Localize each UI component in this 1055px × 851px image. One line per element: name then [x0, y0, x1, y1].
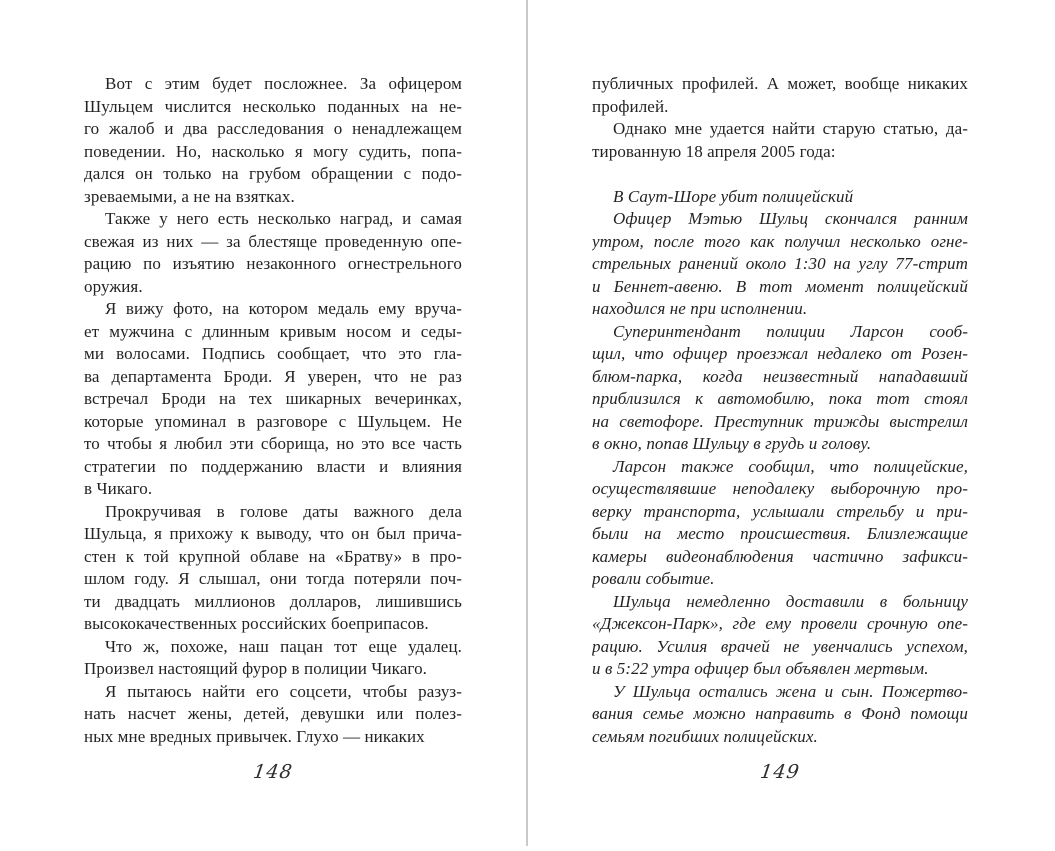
text-line: «Джексон-Парк», где ему провели срочную опе-: [592, 614, 968, 633]
text-line: нать насчет жены, детей, девушки или полез-: [84, 704, 462, 723]
page-number-left: 148: [251, 761, 295, 783]
text-line: и Беннет-авеню. В тот момент полицейский: [592, 276, 968, 296]
narrative-paragraph: [84, 208, 462, 298]
narrative-paragraph: [84, 73, 462, 208]
narrative-paragraph: [84, 636, 462, 681]
text-line: ми волосами. Подпись сообщает, что это гла-: [84, 344, 462, 363]
text-line: семьям погибших полицейских.: [592, 726, 818, 746]
narrative-paragraph: [84, 298, 462, 501]
text-line: ровали событие.: [592, 569, 715, 588]
text-line: ет мужчина с длинным кривым носом и седы-: [84, 321, 462, 341]
text-line: Суперинтендант полиции Ларсон сооб-: [613, 321, 968, 341]
text-line: приблизился к автомобилю, пока тот стоял: [592, 389, 968, 408]
text-line: стратегии по поддержанию власти и влияния: [84, 456, 462, 476]
text-line: поведении. Но, насколько я могу судить, попа-: [84, 141, 462, 161]
text-line: стен к той крупной облаве на «Братву» в про-: [84, 546, 462, 566]
page-divider: [526, 0, 528, 846]
text-line: находился не при исполнении.: [592, 299, 808, 318]
text-line: то чтобы я любил эти сборища, но это все часть: [84, 434, 462, 453]
narrative-paragraph: [592, 73, 968, 118]
text-line: Шульца, я прихожу к выводу, что он был прича-: [84, 524, 462, 543]
text-line: Также у него есть несколько наград, и самая: [105, 209, 462, 228]
narrative-paragraph: [592, 118, 968, 163]
article-paragraph: [592, 681, 968, 749]
text-line: которые упоминал в разговоре с Шульцем. Не: [84, 411, 462, 431]
text-line: оружия.: [84, 276, 143, 296]
page-left-text: [84, 73, 462, 748]
text-line: вания семье можно направить в Фонд помощи: [592, 704, 968, 723]
text-line: утром, после того как получил несколько огне-: [592, 231, 968, 251]
text-line: шлом году. Я слышал, они тогда потеряли поч-: [84, 569, 462, 588]
text-line: В Саут-Шоре убит полицейский: [613, 186, 854, 206]
text-line: и в 5:22 утра офицер был объявлен мертвым.: [592, 659, 929, 678]
text-line: высококачественных российских боеприпасов.: [84, 614, 429, 633]
text-line: У Шульца остались жена и сын. Пожертво-: [613, 681, 968, 701]
text-line: в окно, попав Шульцу в грудь и голову.: [592, 434, 872, 453]
text-line: Я вижу фото, на котором медаль ему вруча-: [105, 299, 462, 318]
text-line: Шульца немедленно доставили в больницу: [613, 591, 968, 611]
text-line: Ларсон также сообщил, что полицейские,: [613, 456, 968, 476]
text-line: встречал Броди на тех шикарных вечеринках,: [84, 389, 462, 408]
text-line: стрельных ранений около 1:30 на углу 77-стрит: [592, 254, 968, 273]
text-line: Я пытаюсь найти его соцсети, чтобы разуз-: [105, 681, 462, 701]
text-line: тированную 18 апреля 2005 года:: [592, 141, 836, 161]
text-line: ти двадцать миллионов долларов, лишившись: [84, 591, 462, 611]
narrative-paragraph: [84, 681, 462, 749]
text-line: рацию по изъятию незаконного огнестрельного: [84, 254, 462, 273]
page-right-text: [592, 73, 968, 748]
text-line: дался он только на грубом обращении с подо-: [84, 164, 462, 183]
article-paragraph: [592, 321, 968, 456]
article-paragraph: [592, 456, 968, 591]
article-paragraph: [592, 186, 968, 209]
text-line: в Чикаго.: [84, 479, 153, 498]
narrative-paragraph: [84, 501, 462, 636]
article-paragraph: [592, 208, 968, 321]
text-line: верку транспорта, услышали стрельбу и при-: [592, 501, 968, 521]
text-line: осуществлявшие неподалеку выборочную про-: [592, 479, 968, 498]
text-line: на светофоре. Преступник трижды выстрелил: [592, 411, 968, 431]
text-line: Произвел настоящий фурор в полиции Чикаго.: [84, 659, 428, 678]
text-line: блюм-парка, когда неизвестный нападавший: [592, 366, 968, 386]
blank-line: [592, 163, 968, 186]
text-line: Что ж, похоже, наш пацан тот еще удалец.: [105, 636, 462, 656]
text-line: свежая из них — за блестяще проведенную опе-: [84, 231, 462, 251]
text-line: профилей.: [592, 96, 669, 116]
text-line: были на место происшествия. Близлежащие: [592, 524, 968, 543]
text-line: Офицер Мэтью Шульц скончался ранним: [613, 209, 968, 228]
text-line: Шульцем числится несколько поданных на не-: [84, 96, 462, 116]
text-line: зреваемыми, а не на взятках.: [84, 186, 295, 206]
text-line: го жалоб и два расследования о ненадлежащем: [84, 119, 462, 138]
text-line: публичных профилей. А может, вообще никаких: [592, 74, 968, 93]
text-line: Вот с этим будет посложнее. За офицером: [105, 74, 462, 93]
text-line: ва департамента Броди. Я уверен, что не раз: [84, 366, 462, 386]
text-line: Однако мне удается найти старую статью, да-: [613, 119, 968, 138]
text-line: Прокручивая в голове даты важного дела: [105, 501, 462, 521]
text-line: ных мне вредных привычек. Глухо — никаких: [84, 726, 425, 746]
page-number-right: 149: [758, 761, 802, 783]
article-paragraph: [592, 591, 968, 681]
text-line: рацию. Усилия врачей не увенчались успехом,: [592, 636, 968, 656]
text-line: щил, что офицер проезжал недалеко от Розен-: [592, 344, 968, 363]
text-line: камеры видеонаблюдения частично зафикси-: [592, 546, 968, 566]
